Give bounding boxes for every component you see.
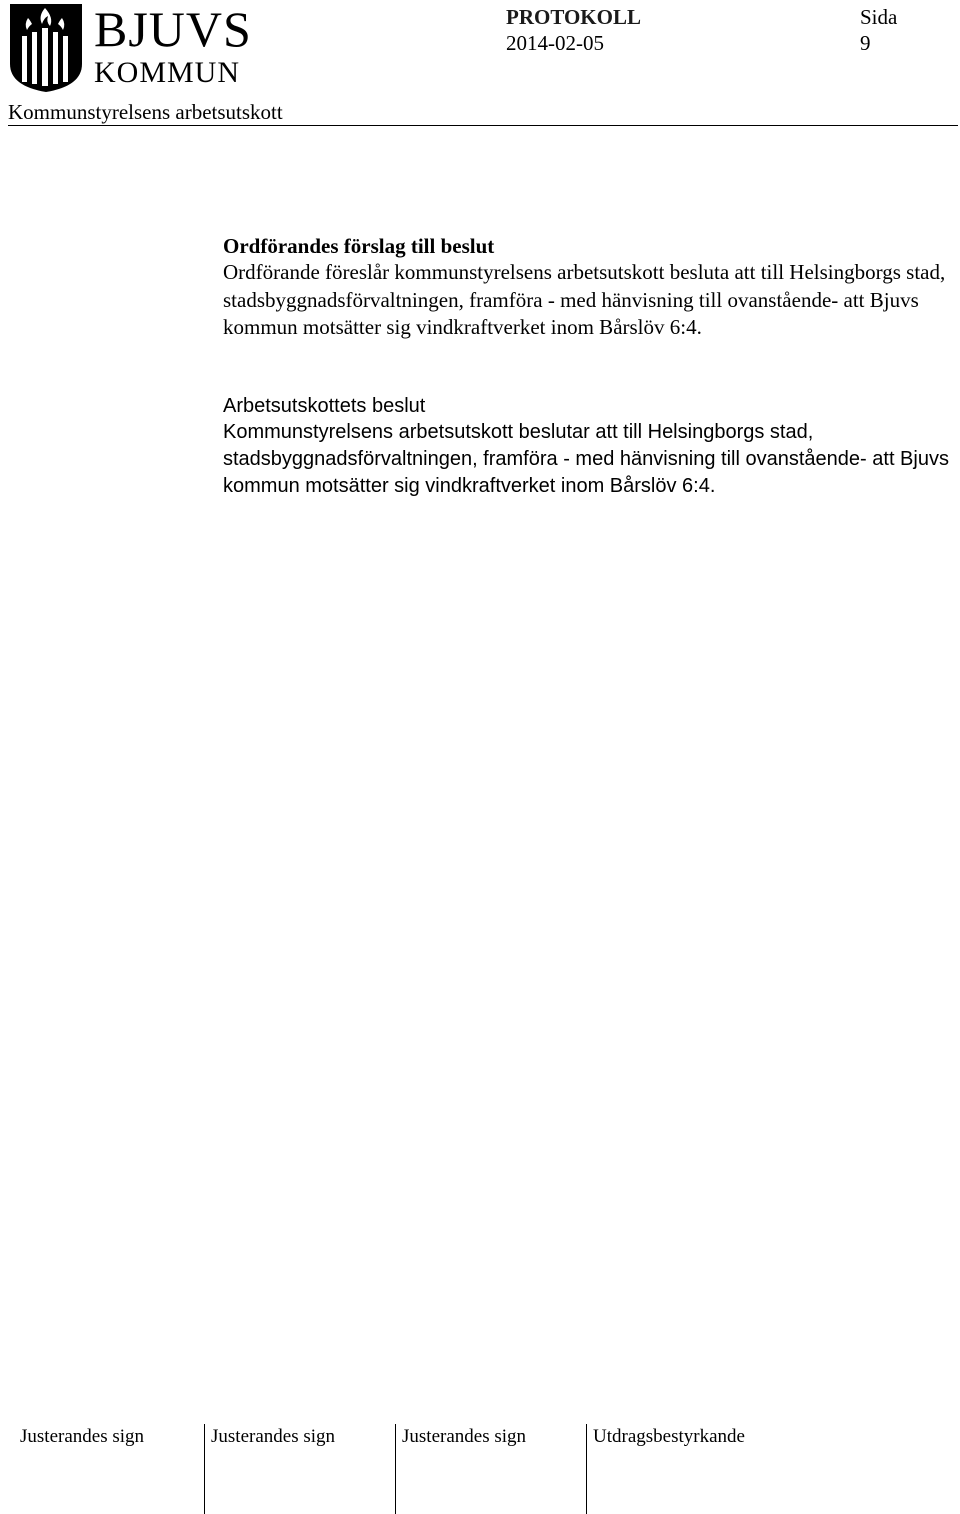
footer-signature-cell: Justerandes sign: [211, 1426, 336, 1447]
footer-signature-cell: Justerandes sign: [402, 1426, 527, 1447]
committee-name: Kommunstyrelsens arbetsutskott: [8, 100, 283, 124]
section-heading-proposal: Ordförandes förslag till beslut: [223, 234, 495, 258]
section-heading-decision: Arbetsutskottets beslut: [223, 395, 426, 417]
document-type: PROTOKOLL: [506, 5, 641, 29]
logo-text-kommun: KOMMUN: [94, 56, 241, 89]
section-body-decision: Kommunstyrelsens arbetsutskott beslutar att till Helsingborgs stad, stadsbyggnadsförvaltningen, framföra - med hänvisning till ovanstående- att Bjuvs kommun motsätter sig vindkraftverket inom Bårslöv 6:4.: [223, 421, 949, 497]
footer-divider: [586, 1424, 587, 1514]
torch-emblem-icon: [8, 2, 88, 94]
logo-text-bjuvs: BJUVS: [94, 1, 252, 57]
footer-certification-cell: Utdragsbestyrkande: [593, 1426, 745, 1447]
municipality-logo: [8, 1, 252, 94]
page-label: Sida: [860, 5, 898, 29]
section-body-proposal: Ordförande föreslår kommunstyrelsens arbetsutskott besluta att till Helsingborgs stad, stadsbyggnadsförvaltningen, framföra - med hänvisning till ovanstående- att Bjuvs kommun motsätter sig vindkraftverket inom Bårslöv 6:4.: [223, 260, 946, 339]
page-number: 9: [860, 31, 871, 55]
header-divider: [8, 125, 958, 126]
footer-signature-cell: Justerandes sign: [20, 1426, 145, 1447]
footer-divider: [204, 1424, 205, 1514]
document-date: 2014-02-05: [506, 31, 604, 55]
footer-divider: [395, 1424, 396, 1514]
